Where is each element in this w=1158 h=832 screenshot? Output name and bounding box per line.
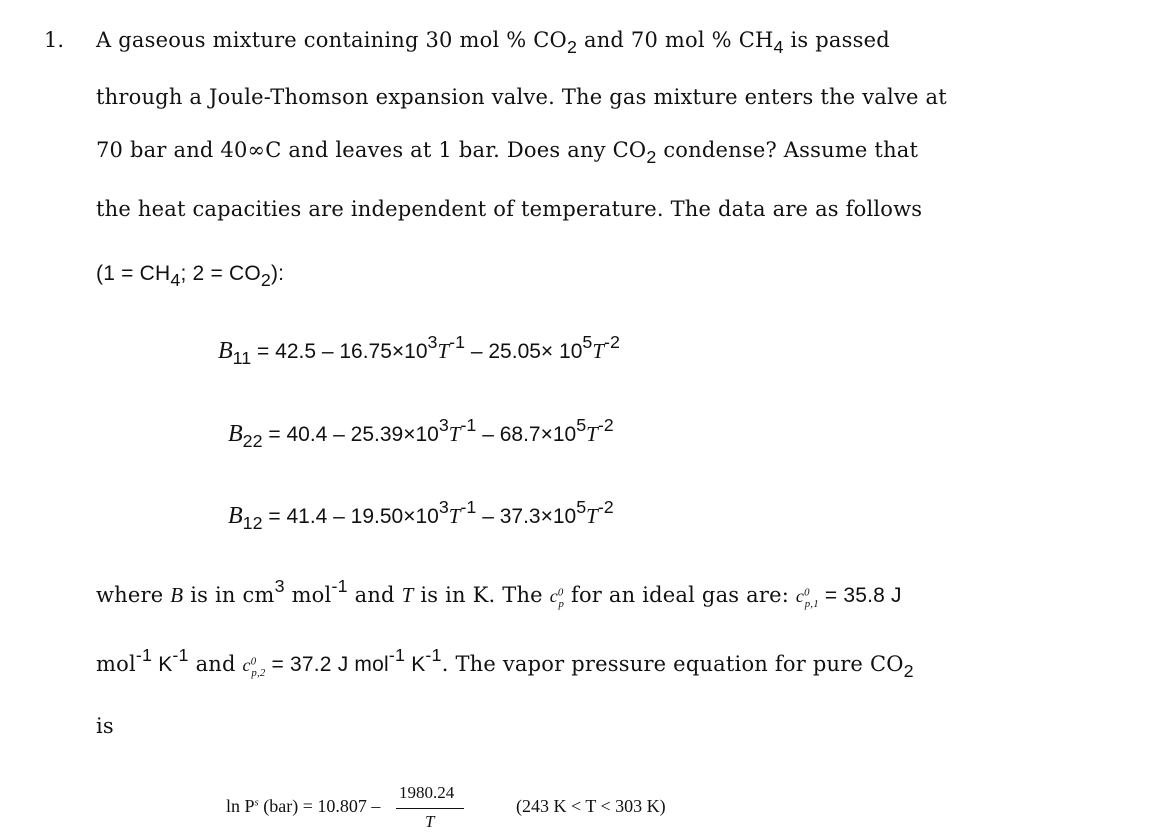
subscript: 2 — [566, 37, 578, 58]
eq-sub: 22 — [242, 431, 263, 452]
subscript: 4 — [773, 37, 784, 58]
eq-var: T — [586, 504, 598, 528]
problem-line-4: the heat capacities are independent of temperature. The data are as follows — [96, 197, 923, 221]
var-t: T — [401, 583, 414, 607]
eq-exp: 5 — [576, 415, 587, 436]
eq-exp: 5 — [576, 497, 587, 518]
eq-exp: 3 — [438, 415, 449, 436]
eq-var: T — [592, 339, 605, 363]
exp: -1 — [135, 645, 153, 666]
cp2-symbol: $c^0_{p,2}$ — [242, 655, 266, 680]
problem-number: 1. — [44, 28, 65, 52]
eq-exp: -2 — [597, 415, 614, 436]
text: where — [96, 583, 171, 607]
equation-b11 — [218, 332, 620, 369]
eq-term: = 42.5 – 16.75×10 — [251, 340, 428, 363]
eq-lhs: B — [218, 338, 233, 364]
eq-var: T — [437, 339, 450, 363]
text: ): — [270, 262, 285, 285]
text: (1 = CH — [96, 262, 171, 285]
units-line — [96, 576, 902, 611]
equation-b12 — [228, 497, 614, 534]
subscript: 2 — [646, 147, 657, 168]
vapor-eq-lhs: $\ln P^s$ (bar) = 10.807 – — [226, 796, 381, 816]
text: mol — [284, 583, 332, 607]
problem-line-1 — [96, 28, 890, 58]
eq-var: T — [448, 422, 461, 446]
eq-term: – 25.05× 10 — [465, 340, 583, 363]
subscript: 4 — [170, 270, 181, 291]
text: = 35.8 J — [818, 584, 902, 607]
eq-exp: -1 — [460, 497, 477, 518]
text: and — [347, 583, 402, 607]
var-b: B — [170, 583, 184, 607]
is-line: is — [96, 714, 114, 738]
subscript: 2 — [260, 270, 271, 291]
cp-symbol: $c^0_p$ — [549, 586, 565, 611]
eq-exp: -2 — [597, 497, 614, 518]
eq-term: = 41.4 – 19.50×10 — [262, 505, 439, 528]
eq-lhs: B — [228, 503, 243, 529]
eq-lhs: B — [228, 421, 243, 447]
eq-var: T — [448, 504, 461, 528]
eq-exp: -2 — [604, 332, 620, 353]
text: mol — [96, 652, 136, 676]
text: for an ideal gas are: — [564, 583, 796, 607]
text: K — [152, 653, 173, 676]
eq-term: = 40.4 – 25.39×10 — [262, 423, 439, 446]
exp: 3 — [274, 576, 285, 597]
exp: -1 — [425, 645, 442, 666]
problem-line-3 — [96, 138, 919, 168]
text: . The vapor pressure equation for pure CO — [441, 652, 904, 676]
vapor-eq-range: (243 K < T < 303 K) — [516, 796, 666, 816]
heat-capacity-line — [96, 645, 914, 682]
text: is in cm — [183, 583, 275, 607]
text: condense? Assume that — [656, 138, 919, 162]
fraction-bar — [396, 808, 464, 809]
eq-exp: -1 — [460, 415, 477, 436]
cp1-symbol: $c^0_{p,1}$ — [795, 586, 819, 611]
text: and 70 mol % CH — [577, 28, 774, 52]
subscript: 2 — [903, 661, 914, 682]
text: 70 bar and 40∞C and leaves at 1 bar. Does any CO — [96, 138, 647, 162]
eq-sub: 11 — [232, 348, 252, 369]
vapor-eq-numerator: 1980.24 — [399, 783, 455, 802]
eq-exp: 3 — [438, 497, 449, 518]
component-legend — [96, 262, 285, 291]
eq-var: T — [586, 422, 598, 446]
text: is in K. The — [413, 583, 550, 607]
eq-exp: 3 — [427, 332, 438, 353]
text: ; 2 = CO — [180, 262, 261, 285]
text: K — [405, 653, 426, 676]
eq-term: – 68.7×10 — [476, 423, 577, 446]
text: is passed — [783, 28, 890, 52]
exp: -1 — [172, 645, 189, 666]
exp: -1 — [331, 576, 348, 597]
eq-term: – 37.3×10 — [476, 505, 577, 528]
eq-exp: -1 — [449, 332, 466, 353]
equation-b22 — [228, 415, 614, 452]
eq-sub: 12 — [242, 513, 263, 534]
text: A gaseous mixture containing 30 mol % CO — [96, 28, 567, 52]
text: = 37.2 J mol — [265, 653, 389, 676]
eq-exp: 5 — [582, 332, 593, 353]
problem-line-2: through a Joule-Thomson expansion valve. The gas mixture enters the valve at — [96, 85, 947, 109]
vapor-eq-denominator: T — [425, 812, 435, 831]
text: and — [188, 652, 243, 676]
exp: -1 — [388, 645, 406, 666]
